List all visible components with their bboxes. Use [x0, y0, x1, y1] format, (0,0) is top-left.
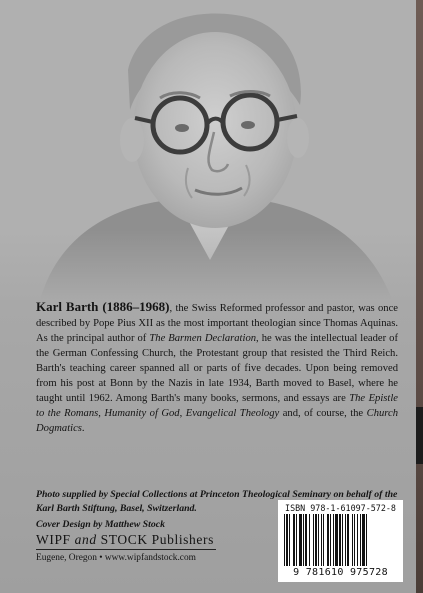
publisher-name-part: WIPF	[36, 532, 75, 547]
author-name: Karl Barth (1886–1968)	[36, 299, 170, 314]
book-title-dogmatics: Church Dogmatics	[36, 408, 399, 434]
bio-text-2: , he was the intellectual leader of the German Confessing Church, the Protestant group that resisted the Third Reich. Barth's teaching career spanned all or parts of five decades. Upon being removed from his post at Bonn by the Nazis in late 1934, Barth moved to Basel, where he taught until 1962. Among Barth's many books, sermons, and essays are	[36, 333, 398, 404]
barcode-bar	[360, 514, 361, 566]
barcode-bar	[284, 514, 285, 566]
isbn-barcode	[278, 500, 403, 582]
barcode-bar	[339, 514, 341, 566]
cover-design-credit: Cover Design by Matthew Stock	[36, 519, 165, 530]
barcode-bars	[284, 514, 397, 566]
spine-edge	[416, 0, 423, 593]
barcode-bar	[330, 514, 331, 566]
bio-text-1: , the Swiss Reformed professor and pastor, was once described by Pope Pius XII as the most important theologian since Thomas Aquinas. As the principal author of	[36, 303, 398, 344]
barcode-bar	[354, 514, 355, 566]
barcode-bar	[342, 514, 343, 566]
barcode-bar	[352, 514, 353, 566]
barcode-bar	[327, 514, 329, 566]
publisher-address: Eugene, Oregon • www.wipfandstock.com	[36, 553, 196, 563]
barcode-bar	[286, 514, 288, 566]
author-biography	[36, 299, 398, 436]
barcode-bar	[303, 514, 304, 566]
bio-text-3: and, of course, the	[279, 408, 367, 419]
bio-separator: ,	[98, 408, 105, 419]
barcode-bar	[335, 514, 338, 566]
book-title-humanity: Humanity of God	[104, 408, 180, 419]
barcode-bar	[299, 514, 302, 566]
photo-credit: Photo supplied by Special Collections at Princeton Theological Seminary on behalf of the Karl Barth Stiftung, Basel, Switzerland.	[36, 489, 398, 514]
barcode-bar	[347, 514, 349, 566]
isbn-number: ISBN 978-1-61097-572-8	[285, 503, 396, 513]
barcode-bar	[315, 514, 317, 566]
barcode-bar	[357, 514, 358, 566]
barcode-bar	[309, 514, 310, 566]
book-title-evangelical: Evangelical Theology	[185, 408, 280, 419]
author-portrait	[0, 0, 416, 300]
barcode-bar	[305, 514, 307, 566]
barcode-bar	[313, 514, 314, 566]
barcode-bar	[366, 514, 367, 566]
barcode-digits: 9 781610 975728	[293, 567, 388, 578]
barcode-bar	[362, 514, 365, 566]
barcode-bar	[296, 514, 297, 566]
bio-text-4: .	[81, 423, 85, 434]
book-title-barmen: The Barmen Declaration	[149, 333, 257, 344]
barcode-bar	[333, 514, 334, 566]
barcode-bar	[323, 514, 324, 566]
publisher-name-part: STOCK Publishers	[96, 532, 214, 547]
publisher-name-and: and	[74, 532, 97, 547]
book-title-epistle: The Epistle to the Romans	[36, 393, 398, 419]
barcode-bar	[321, 514, 322, 566]
barcode-bar	[318, 514, 319, 566]
spine-marker	[416, 407, 423, 464]
barcode-bar	[345, 514, 346, 566]
barcode-bar	[293, 514, 295, 566]
bio-separator: ,	[179, 408, 186, 419]
barcode-bar	[289, 514, 290, 566]
publisher-name	[36, 532, 216, 550]
